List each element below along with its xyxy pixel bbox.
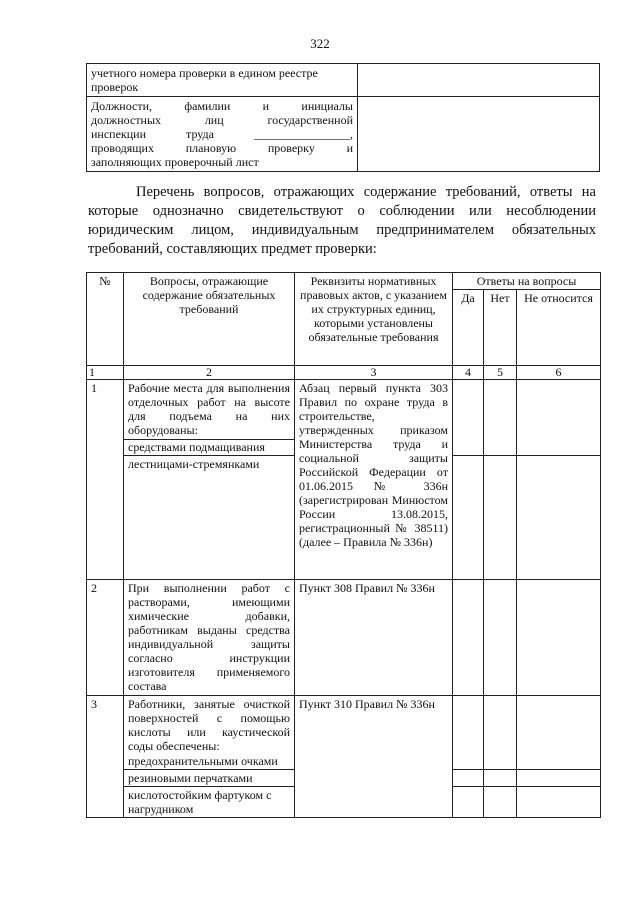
item-2-ref: Пункт 308 Правил № 336н: [295, 580, 453, 696]
inspectors-label-line-5: заполняющих проверочный лист: [91, 155, 259, 169]
item-3-sub-3-na[interactable]: [517, 787, 601, 818]
item-3-sub-2-na[interactable]: [517, 770, 601, 787]
col-index-1: 1: [87, 366, 124, 380]
registry-number-label: [87, 64, 358, 97]
item-2-answer-no[interactable]: [484, 580, 517, 696]
item-1-answer-yes[interactable]: [453, 380, 484, 456]
header-yes: Да: [453, 290, 484, 366]
header-refs: Реквизиты нормативных правовых актов, с указанием их структурных единиц, которыми установлены обязательные требования: [295, 273, 453, 366]
inspectors-label-line-1: Должности, фамилии и инициалы: [91, 99, 353, 113]
intro-text: Перечень вопросов, отражающих содержание требований, ответы на которые однозначно свидетельствуют о соблюдении или несоблюдении юридическим лицом, индивидуальным предпринимателем обязательных требований, составляющих предмет проверки:: [88, 184, 596, 257]
item-3-sub-2-yes[interactable]: [453, 770, 484, 787]
item-3-sub-3-no[interactable]: [484, 787, 517, 818]
inspection-info-table: [86, 63, 600, 172]
item-3-sub-2: резиновыми перчатками: [124, 770, 295, 787]
item-2-answer-yes[interactable]: [453, 580, 484, 696]
page-number: 322: [310, 36, 330, 51]
col-index-5: 5: [484, 366, 517, 380]
item-3-answer-yes[interactable]: [453, 696, 484, 770]
item-1-answer-na[interactable]: [517, 380, 601, 456]
intro-paragraph: [88, 183, 596, 259]
item-1-question: Рабочие места для выполнения отделочных работ на высоте для подъема на них оборудованы:: [124, 380, 295, 440]
item-3-ref: Пункт 310 Правил № 336н: [295, 696, 453, 818]
header-num: №: [87, 273, 124, 366]
inspectors-label-line-2: должностных лиц государственной: [91, 113, 353, 127]
column-index-row: [87, 366, 601, 380]
item-3-sub-2-no[interactable]: [484, 770, 517, 787]
inspectors-value[interactable]: [358, 97, 600, 172]
inspectors-label-line-3: инспекции труда ________________,: [91, 127, 353, 141]
item-1-row: [87, 380, 601, 440]
item-2-num: 2: [87, 580, 124, 696]
inspectors-row: [87, 97, 600, 172]
registry-label-line-1: учетного номера проверки в едином реестре: [91, 66, 318, 80]
inspectors-label-line-4: проводящих плановую проверку и: [91, 141, 353, 155]
item-3-num: 3: [87, 696, 124, 818]
registry-label-line-2: проверок: [91, 80, 139, 94]
header-answers: Ответы на вопросы: [453, 273, 601, 290]
item-2-question: При выполнении работ с растворами, имеющими химические добавки, работникам выданы средства индивидуальной защиты согласно инструкции изготовителя применяемого состава: [124, 580, 295, 696]
registry-number-row: [87, 64, 600, 97]
checklist-table: [86, 272, 601, 818]
item-3-answer-na[interactable]: [517, 696, 601, 770]
item-1-sub-2-na[interactable]: [517, 456, 601, 580]
inspectors-label: [87, 97, 358, 172]
header-na: Не относится: [517, 290, 601, 366]
item-3-answer-no[interactable]: [484, 696, 517, 770]
item-2-row: [87, 580, 601, 696]
item-3-sub-1: предохранительными очками: [124, 754, 295, 770]
item-1-num: 1: [87, 380, 124, 580]
item-3-row: [87, 696, 601, 755]
col-index-2: 2: [124, 366, 295, 380]
item-1-sub-1: средствами подмащивания: [124, 440, 295, 456]
item-1-sub-2: лестницами-стремянками: [124, 456, 295, 580]
item-3-question: Работники, занятые очисткой поверхностей с помощью кислоты или каустической соды обеспечены:: [124, 696, 295, 755]
col-index-3: 3: [295, 366, 453, 380]
registry-number-value[interactable]: [358, 64, 600, 97]
header-no: Нет: [484, 290, 517, 366]
header-row-1: [87, 273, 601, 290]
item-1-ref: Абзац первый пункта 303 Правил по охране труда в строительстве, утвержденных приказом Министерства труда и социальной защиты Российской Федерации от 01.06.2015 № 336н (зарегистрирован Минюстом России 13.08.2015, регистрационный № 38511) (далее – Правила № 336н): [295, 380, 453, 580]
item-1-sub-2-no[interactable]: [484, 456, 517, 580]
item-2-answer-na[interactable]: [517, 580, 601, 696]
col-index-6: 6: [517, 366, 601, 380]
item-1-sub-2-yes[interactable]: [453, 456, 484, 580]
header-questions: Вопросы, отражающие содержание обязательных требований: [124, 273, 295, 366]
item-3-sub-3-yes[interactable]: [453, 787, 484, 818]
col-index-4: 4: [453, 366, 484, 380]
item-1-answer-no[interactable]: [484, 380, 517, 456]
item-3-sub-3: кислотостойким фартуком с нагрудником: [124, 787, 295, 818]
